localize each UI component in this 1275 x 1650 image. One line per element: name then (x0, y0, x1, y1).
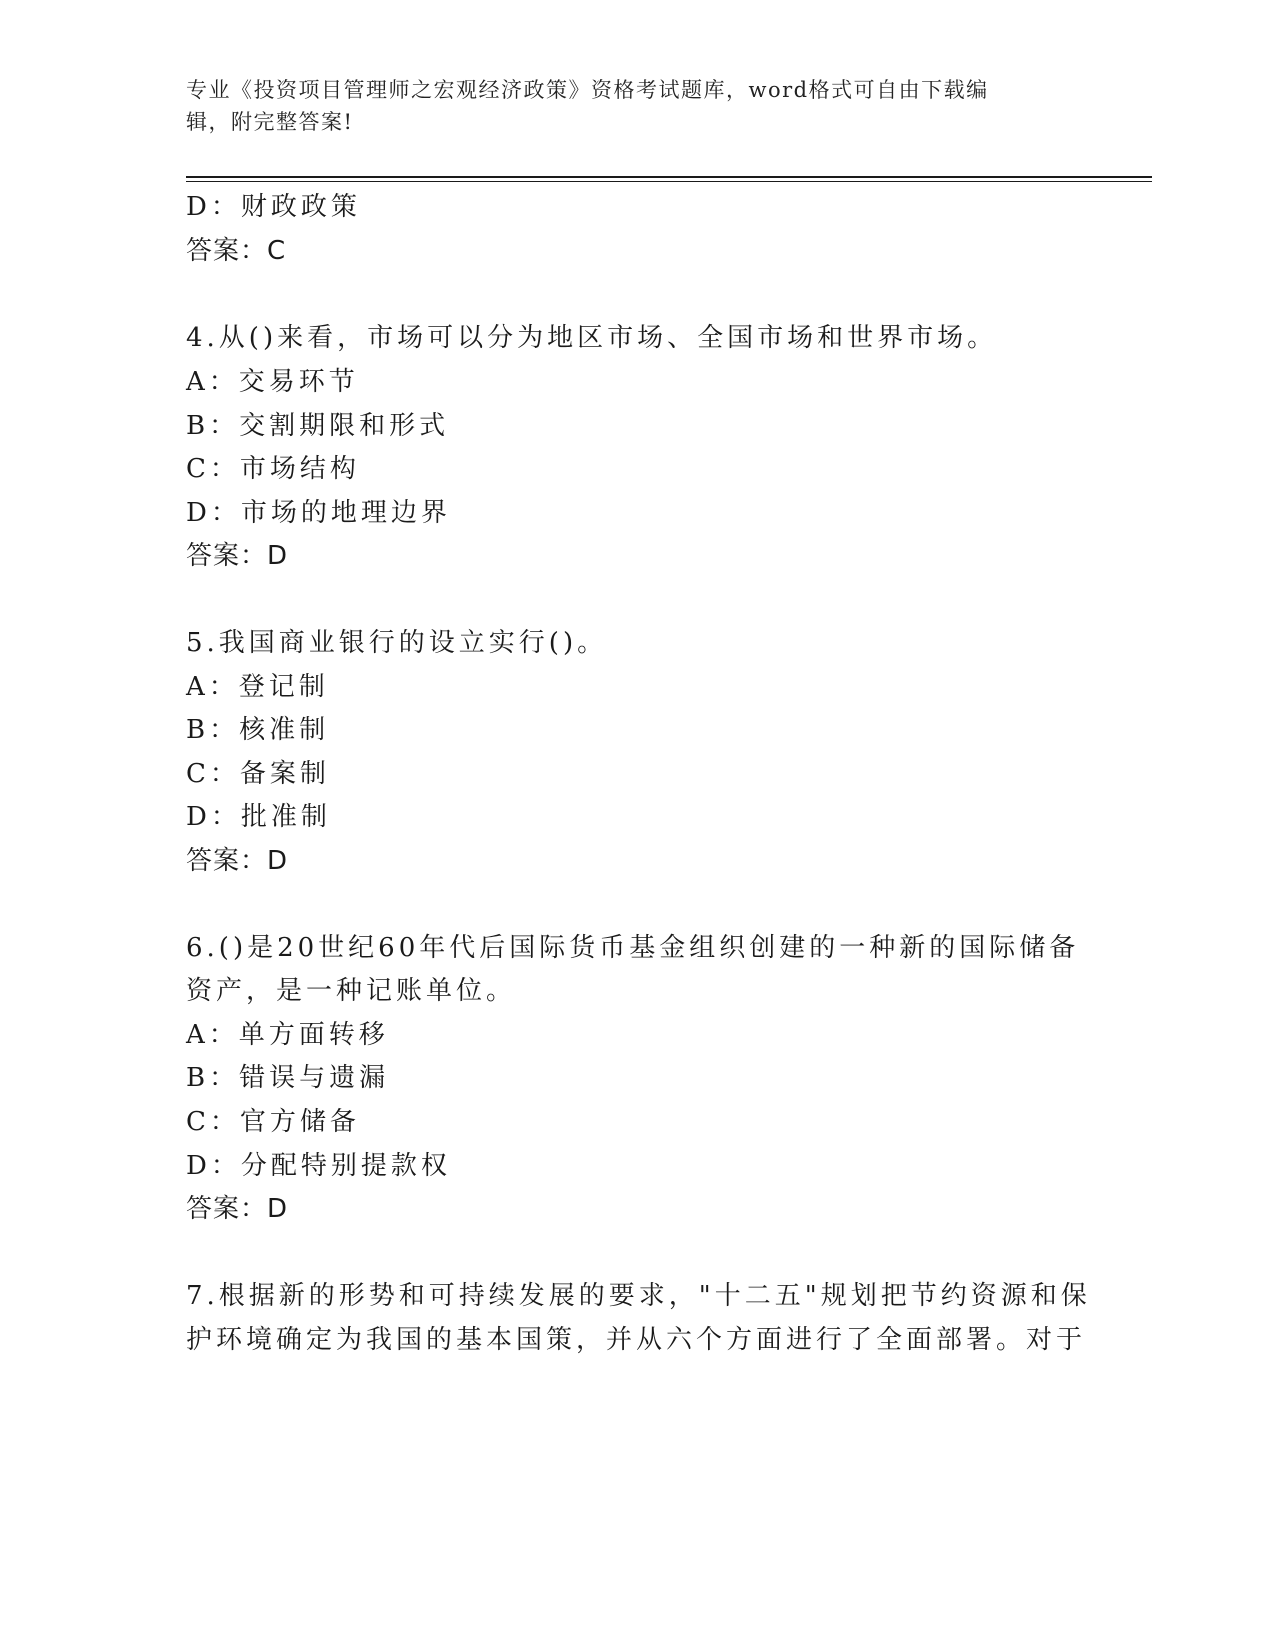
question-4-answer: 答案：D (186, 541, 289, 571)
question-5-stem: 5.我国商业银行的设立实行()。 (186, 628, 608, 658)
prev-option-d: D：财政政策 (186, 192, 361, 222)
question-6-answer: 答案：D (186, 1194, 289, 1224)
header-divider-thin (186, 181, 1152, 182)
question-6-option-a: A：单方面转移 (186, 1020, 389, 1050)
question-4-stem: 4.从()来看，市场可以分为地区市场、全国市场和世界市场。 (186, 323, 998, 353)
question-7-stem-line-2: 护环境确定为我国的基本国策，并从六个方面进行了全面部署。对于 (186, 1325, 1087, 1355)
prev-answer: 答案：C (186, 236, 287, 266)
question-4-option-b: B：交割期限和形式 (186, 411, 450, 441)
question-6-option-c: C：官方储备 (186, 1107, 360, 1137)
question-4-option-d: D：市场的地理边界 (186, 498, 451, 528)
question-5-option-b: B：核准制 (186, 715, 330, 745)
header-divider-thick (186, 176, 1152, 178)
question-7-stem-line-1: 7.根据新的形势和可持续发展的要求，"十二五"规划把节约资源和保 (186, 1281, 1091, 1311)
question-6-stem-line-1: 6.()是20世纪60年代后国际货币基金组织创建的一种新的国际储备 (186, 933, 1080, 963)
header-line-2: 辑，附完整答案! (186, 110, 354, 134)
question-6-option-d: D：分配特别提款权 (186, 1151, 451, 1181)
question-4-option-c: C：市场结构 (186, 454, 360, 484)
question-5-answer: 答案：D (186, 846, 289, 876)
header-line-1: 专业《投资项目管理师之宏观经济政策》资格考试题库，word格式可自由下载编 (186, 78, 989, 102)
question-6-stem-line-2: 资产，是一种记账单位。 (186, 976, 517, 1006)
question-5-option-c: C：备案制 (186, 759, 330, 789)
document-header (186, 74, 1066, 138)
question-5-option-d: D：批准制 (186, 802, 331, 832)
question-5-option-a: A：登记制 (186, 672, 329, 702)
question-6-option-b: B：错误与遗漏 (186, 1063, 390, 1093)
question-4-option-a: A：交易环节 (186, 367, 359, 397)
